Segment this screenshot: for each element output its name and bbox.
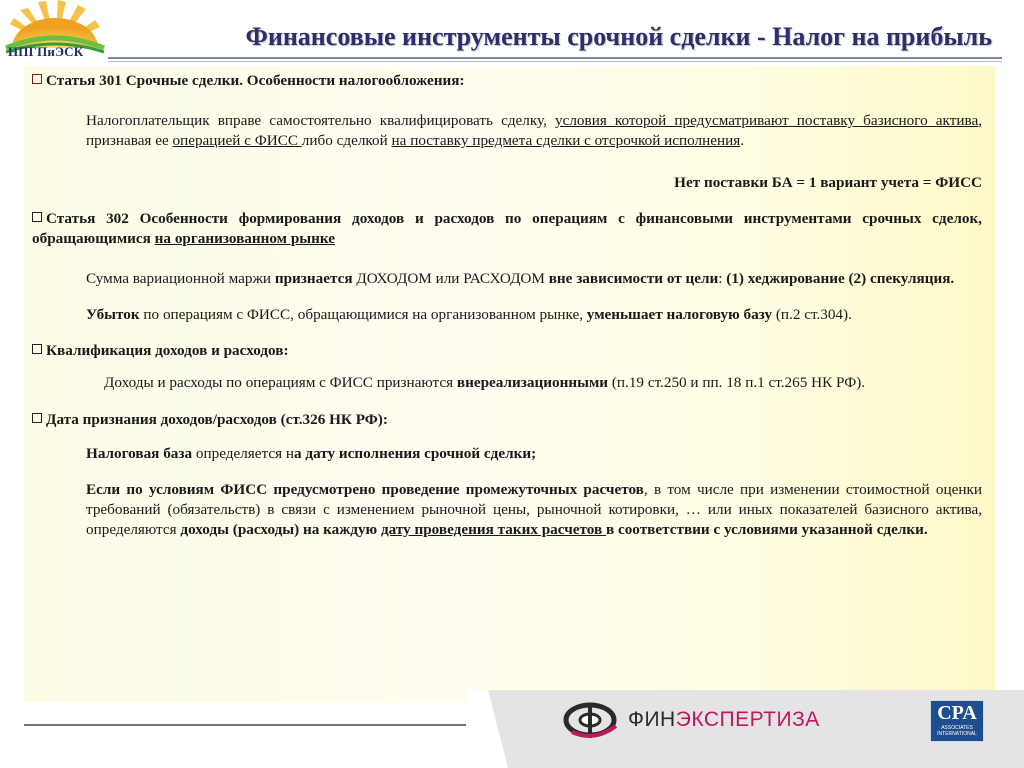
conclusion-line: Нет поставки БА = 1 вариант учета = ФИСС bbox=[674, 174, 982, 191]
finexpertiza-emblem-icon bbox=[560, 698, 624, 742]
paragraph-301-qualification: Налогоплательщик вправе самостоятельно квалифицировать сделку, условия которой предусматривают поставку базисного актива, признавая ее операцией с ФИСС либо сделкой на поставку предмета сделки с отсрочкой исполнения. bbox=[86, 112, 982, 149]
cpa-logo bbox=[930, 700, 984, 742]
section-heading-301: Статья 301 Срочные сделки. Особенности налогообложения: bbox=[32, 71, 982, 91]
page-title: Финансовые инструменты срочной сделки - Налог на прибыль bbox=[245, 22, 992, 51]
cpa-logo-subtext: ASSOCIATES INTERNATIONAL bbox=[937, 725, 977, 737]
content-body bbox=[32, 68, 982, 540]
paragraph-302-margin: Сумма вариационной маржи признается ДОХОДОМ или РАСХОДОМ вне зависимости от цели: (1) хеджирование (2) спекуляция. bbox=[86, 270, 955, 287]
paragraph-qualification: Доходы и расходы по операциям с ФИСС признаются внереализационными (п.19 ст.250 и пп. 18 п.1 ст.265 НК РФ). bbox=[104, 374, 866, 391]
header-divider-thin bbox=[108, 61, 1002, 62]
brand-name: ФИНЭКСПЕРТИЗА bbox=[628, 708, 820, 731]
section-heading-qualification: Квалификация доходов и расходов: bbox=[32, 341, 982, 361]
checkbox-bullet-icon bbox=[32, 344, 42, 354]
checkbox-bullet-icon bbox=[32, 74, 42, 84]
section-heading-302: Статья 302 Особенности формирования доходов и расходов по операциям с финансовыми инструментами срочных сделок, обращающимися на организованном рынке bbox=[32, 210, 982, 247]
checkbox-bullet-icon bbox=[32, 212, 42, 222]
cpa-logo-text: CPA bbox=[937, 702, 977, 724]
section-heading-date: Дата признания доходов/расходов (ст.326 НК РФ): bbox=[32, 410, 982, 430]
finexpertiza-logo bbox=[560, 698, 820, 742]
footer-divider bbox=[24, 724, 466, 726]
logo-text: НПГПиЭСК bbox=[8, 44, 84, 59]
paragraph-date-interim: Если по условиям ФИСС предусмотрено проведение промежуточных расчетов, в том числе при изменении стоимостной оценки требований (обязательств) в связи с изменением рыночной цены, рыночной котировки, … или иных показателей базисного актива, определяются доходы (расходы) на каждую дату проведения таких расчетов в соответствии с условиями указанной сделки. bbox=[86, 481, 982, 538]
paragraph-302-loss: Убыток по операциям с ФИСС, обращающимися на организованном рынке, уменьшает налоговую базу (п.2 ст.304). bbox=[86, 306, 852, 323]
checkbox-bullet-icon bbox=[32, 413, 42, 423]
header-divider bbox=[108, 57, 1002, 59]
paragraph-date-taxbase: Налоговая база определяется на дату исполнения срочной сделки; bbox=[86, 445, 537, 462]
